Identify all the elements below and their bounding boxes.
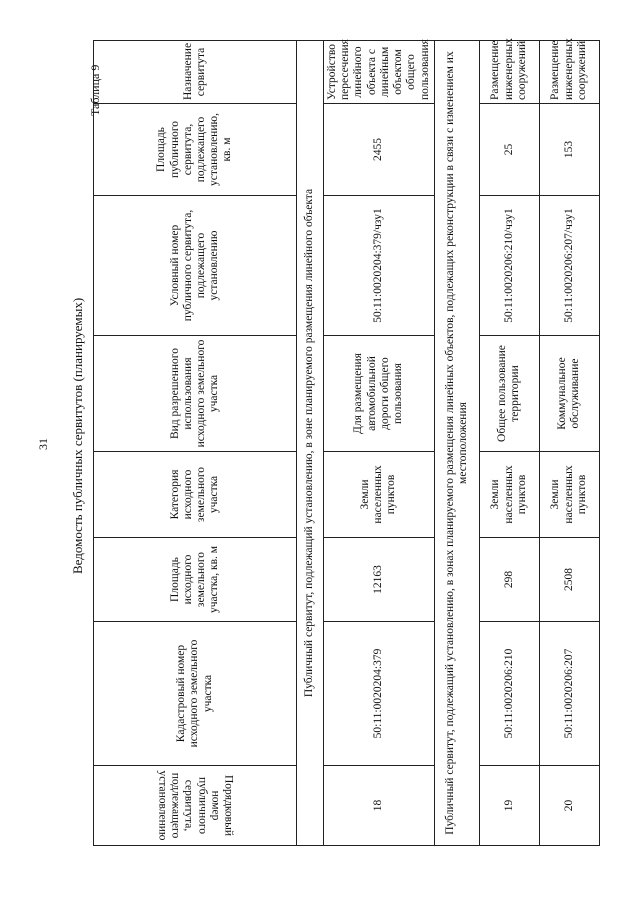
cell-category: Земли населенных пунктов xyxy=(479,452,539,538)
cell-plot-area: 12163 xyxy=(324,538,435,622)
header-serial-number: Порядковый номер публичного сервитута, подлежащего установлению xyxy=(156,770,235,841)
header-row xyxy=(94,41,297,846)
cell-purpose: Размещение инженерных сооружений xyxy=(539,41,599,104)
header-permitted-use: Вид разрешенного использования исходного земельного участка xyxy=(94,336,297,452)
header-servitude-number: Условный номер публичного сервитута, подлежащего установлению xyxy=(94,196,297,336)
cell-category: Земли населенных пунктов xyxy=(539,452,599,538)
header-plot-category: Категория исходного земельного участка xyxy=(94,452,297,538)
table-label: Таблица 9 xyxy=(88,64,102,116)
cell-plot-area: 298 xyxy=(479,538,539,622)
cell-cadastral: 50:11:0020206:210 xyxy=(479,622,539,766)
cell-servitude-area: 25 xyxy=(479,104,539,196)
cell-plot-area: 2508 xyxy=(539,538,599,622)
cell-category: Земли населенных пунктов xyxy=(324,452,435,538)
cell-cadastral: 50:11:0020206:207 xyxy=(539,622,599,766)
header-plot-area: Площадь исходного земельного участка, кв. м xyxy=(94,538,297,622)
cell-serial: 18 xyxy=(324,766,435,846)
cell-serial: 19 xyxy=(479,766,539,846)
cell-servitude-area: 153 xyxy=(539,104,599,196)
page-number: 31 xyxy=(36,438,50,450)
section-row xyxy=(434,41,479,846)
header-cell xyxy=(94,766,297,846)
cell-permitted-use: Общее пользование территории xyxy=(479,336,539,452)
cell-cadastral: 50:11:0020204:379 xyxy=(324,622,435,766)
servitude-table xyxy=(93,40,600,846)
cell-servitude-area: 2455 xyxy=(324,104,435,196)
cell-purpose: Устройство пересечения линейного объекта с линейным объектом общего пользования xyxy=(324,41,435,104)
table-row xyxy=(479,41,539,846)
document-title: Ведомость публичных сервитутов (планируемых) xyxy=(70,297,85,574)
cell-servitude-number: 50:11:0020206:207/чзу1 xyxy=(539,196,599,336)
cell-servitude-number: 50:11:0020206:210/чзу1 xyxy=(479,196,539,336)
servitude-table-wrapper xyxy=(93,38,588,846)
cell-serial: 20 xyxy=(539,766,599,846)
header-servitude-area: Площадь публичного сервитута, подлежащего установлению, кв. м xyxy=(94,104,297,196)
section-caption: Публичный сервитут, подлежащий установлению, в зонах планируемого размещения линейных объектов, подлежащих реконструкции в связи с изменением их местоположения xyxy=(434,41,479,846)
cell-permitted-use: Коммунальное обслуживание xyxy=(539,336,599,452)
cell-purpose: Размещение инженерных сооружений xyxy=(479,41,539,104)
cell-servitude-number: 50:11:0020204:379/чзу1 xyxy=(324,196,435,336)
cell-permitted-use: Для размещения автомобильной дороги общего пользования xyxy=(324,336,435,452)
header-servitude-purpose: Назначение сервитута xyxy=(94,41,297,104)
section-row xyxy=(297,41,324,846)
section-caption: Публичный сервитут, подлежащий установлению, в зоне планируемого размещения линейного объекта xyxy=(297,41,324,846)
header-cadastral-number: Кадастровый номер исходного земельного участка xyxy=(94,622,297,766)
table-row xyxy=(539,41,599,846)
table-row xyxy=(324,41,435,846)
